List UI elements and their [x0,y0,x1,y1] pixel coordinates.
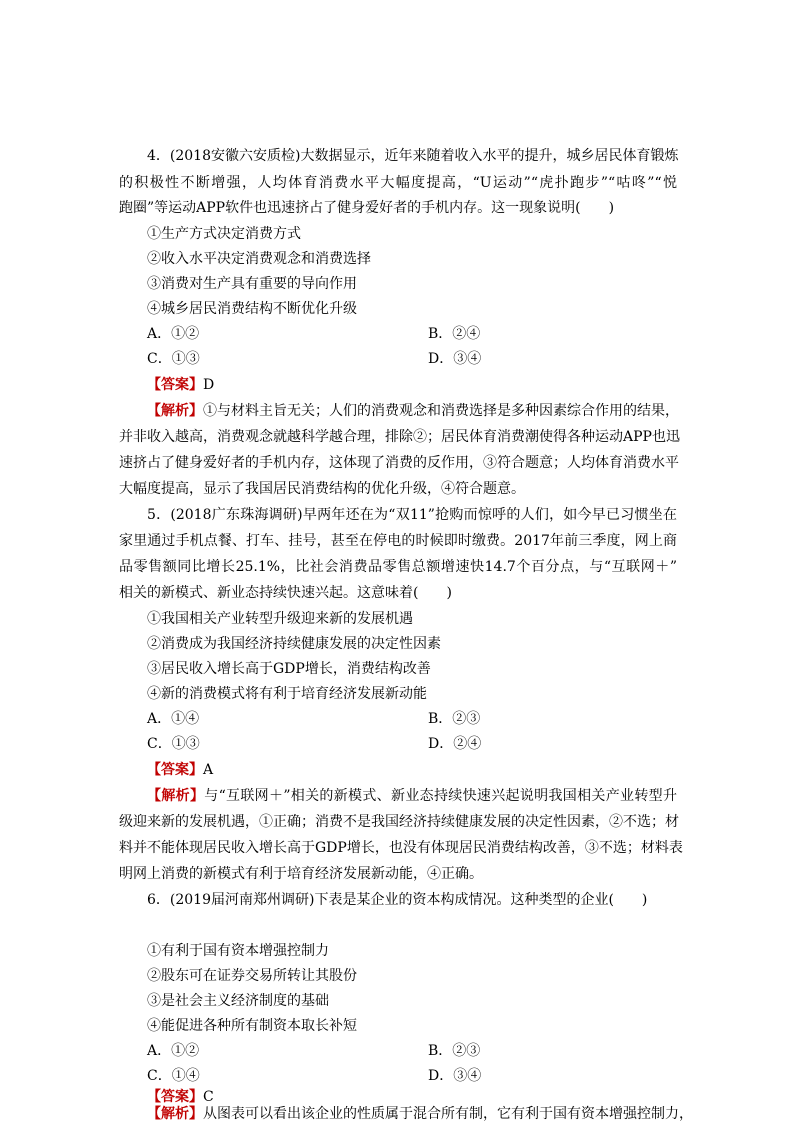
q4-option-d: D．③④ [428,351,482,367]
q6-option-d: D．③④ [428,1068,482,1084]
q6-analysis-tag: 【解析】 [147,1106,203,1122]
q4-answer-row [147,376,214,394]
q5-analysis-line-2: 级迎来新的发展机遇，①正确；消费不是我国经济持续健康发展的决定性因素，②不选；材 [119,814,679,830]
q5-stem-line-4: 相关的新模式、新业态持续快速兴起。这意味着( ) [119,585,452,601]
q5-option-a: A．①④ [147,711,200,727]
q5-stem-line-3: 品零售额同比增长25.1%，比社会消费品零售总额增速快14.7个百分点，与“互联网＋” [119,559,677,575]
q4-analysis-line-3: 速挤占了健身爱好者的手机内存，这体现了消费的反作用，③符合题意；人均体育消费水平 [119,455,679,471]
q6-answer-value: C [203,1089,214,1105]
q4-statement-3: ③消费对生产具有重要的导向作用 [147,276,357,292]
q5-statement-2: ②消费成为我国经济持续健康发展的决定性因素 [147,636,441,652]
q4-analysis-line-1 [147,402,677,420]
q4-statement-1: ①生产方式决定消费方式 [147,226,301,242]
q4-stem-line-1: 4．(2018安徽六安质检)大数据显示，近年来随着收入水平的提升，城乡居民体育锻炼 [147,148,679,164]
q6-stem-line-1: 6．(2019届河南郑州调研)下表是某企业的资本构成情况。这种类型的企业( ) [147,892,648,908]
q5-answer-row [147,761,213,779]
q5-statement-4: ④新的消费模式将有利于培育经济发展新动能 [147,686,427,702]
q5-analysis-text-1: 与“互联网＋”相关的新模式、新业态持续快速兴起说明我国相关产业转型升 [204,788,678,804]
q5-option-d: D．②④ [428,736,482,752]
q5-answer-tag: 【答案】 [147,762,203,778]
q4-statement-2: ②收入水平决定消费观念和消费选择 [147,251,371,267]
q4-stem-line-2: 的积极性不断增强，人均体育消费水平大幅度提高，“U运动”“虎扑跑步”“咕咚”“悦 [119,175,677,191]
q5-analysis-line-3: 料并不能体现居民收入增长高于GDP增长，也没有体现居民消费结构改善，③不选；材料表 [119,840,683,856]
q6-option-a: A．①② [147,1043,200,1059]
q5-answer-value: A [203,762,214,778]
q4-answer-tag: 【答案】 [147,377,203,393]
q4-answer-value: D [203,377,215,393]
q4-option-b: B．②④ [428,326,481,342]
q5-option-c: C．①③ [147,736,200,752]
q4-statement-4: ④城乡居民消费结构不断优化升级 [147,301,357,317]
q6-statement-3: ③是社会主义经济制度的基础 [147,993,329,1009]
q4-analysis-text-1: ①与材料主旨无关；人们的消费观念和消费选择是多种因素综合作用的结果， [203,403,679,419]
q5-analysis-line-1 [147,787,677,805]
q5-option-b: B．②③ [428,711,481,727]
q5-stem-line-2: 家里通过手机点餐、打车、挂号，甚至在停电的时候即时缴费。2017年前三季度，网上商 [119,533,677,549]
q4-stem-line-3: 跑圈”等运动APP软件也迅速挤占了健身爱好者的手机内存。这一现象说明( ) [119,200,615,216]
q6-option-b: B．②③ [428,1043,481,1059]
q4-analysis-line-2: 并非收入越高，消费观念就越科学越合理，排除②；居民体育消费潮使得各种运动APP也迅 [119,429,680,445]
q5-stem-line-1: 5．(2018广东珠海调研)早两年还在为“双11”抢购而惊呼的人们，如今早已习惯坐在 [147,507,677,523]
q6-option-c: C．①④ [147,1068,200,1084]
q4-analysis-tag: 【解析】 [147,403,203,419]
q4-analysis-line-4: 大幅度提高，显示了我国居民消费结构的优化升级，④符合题意。 [119,481,525,497]
q5-statement-1: ①我国相关产业转型升级迎来新的发展机遇 [147,611,413,627]
q4-option-c: C．①③ [147,351,200,367]
q6-statement-1: ①有利于国有资本增强控制力 [147,943,329,959]
q6-answer-tag: 【答案】 [147,1089,203,1105]
q5-statement-3: ③居民收入增长高于GDP增长，消费结构改善 [147,661,431,677]
q6-statement-2: ②股东可在证券交易所转让其股份 [147,968,357,984]
q6-analysis-line-1 [147,1105,693,1123]
q6-statement-4: ④能促进各种所有制资本取长补短 [147,1018,357,1034]
q4-option-a: A．①② [147,326,200,342]
q5-analysis-line-4: 明网上消费的新模式有利于培育经济发展新动能，④正确。 [119,866,483,882]
q6-analysis-text-1: 从图表可以看出该企业的性质属于混合所有制，它有利于国有资本增强控制力， [203,1106,693,1122]
q6-answer-row [147,1088,214,1106]
q5-analysis-tag: 【解析】 [147,788,205,804]
